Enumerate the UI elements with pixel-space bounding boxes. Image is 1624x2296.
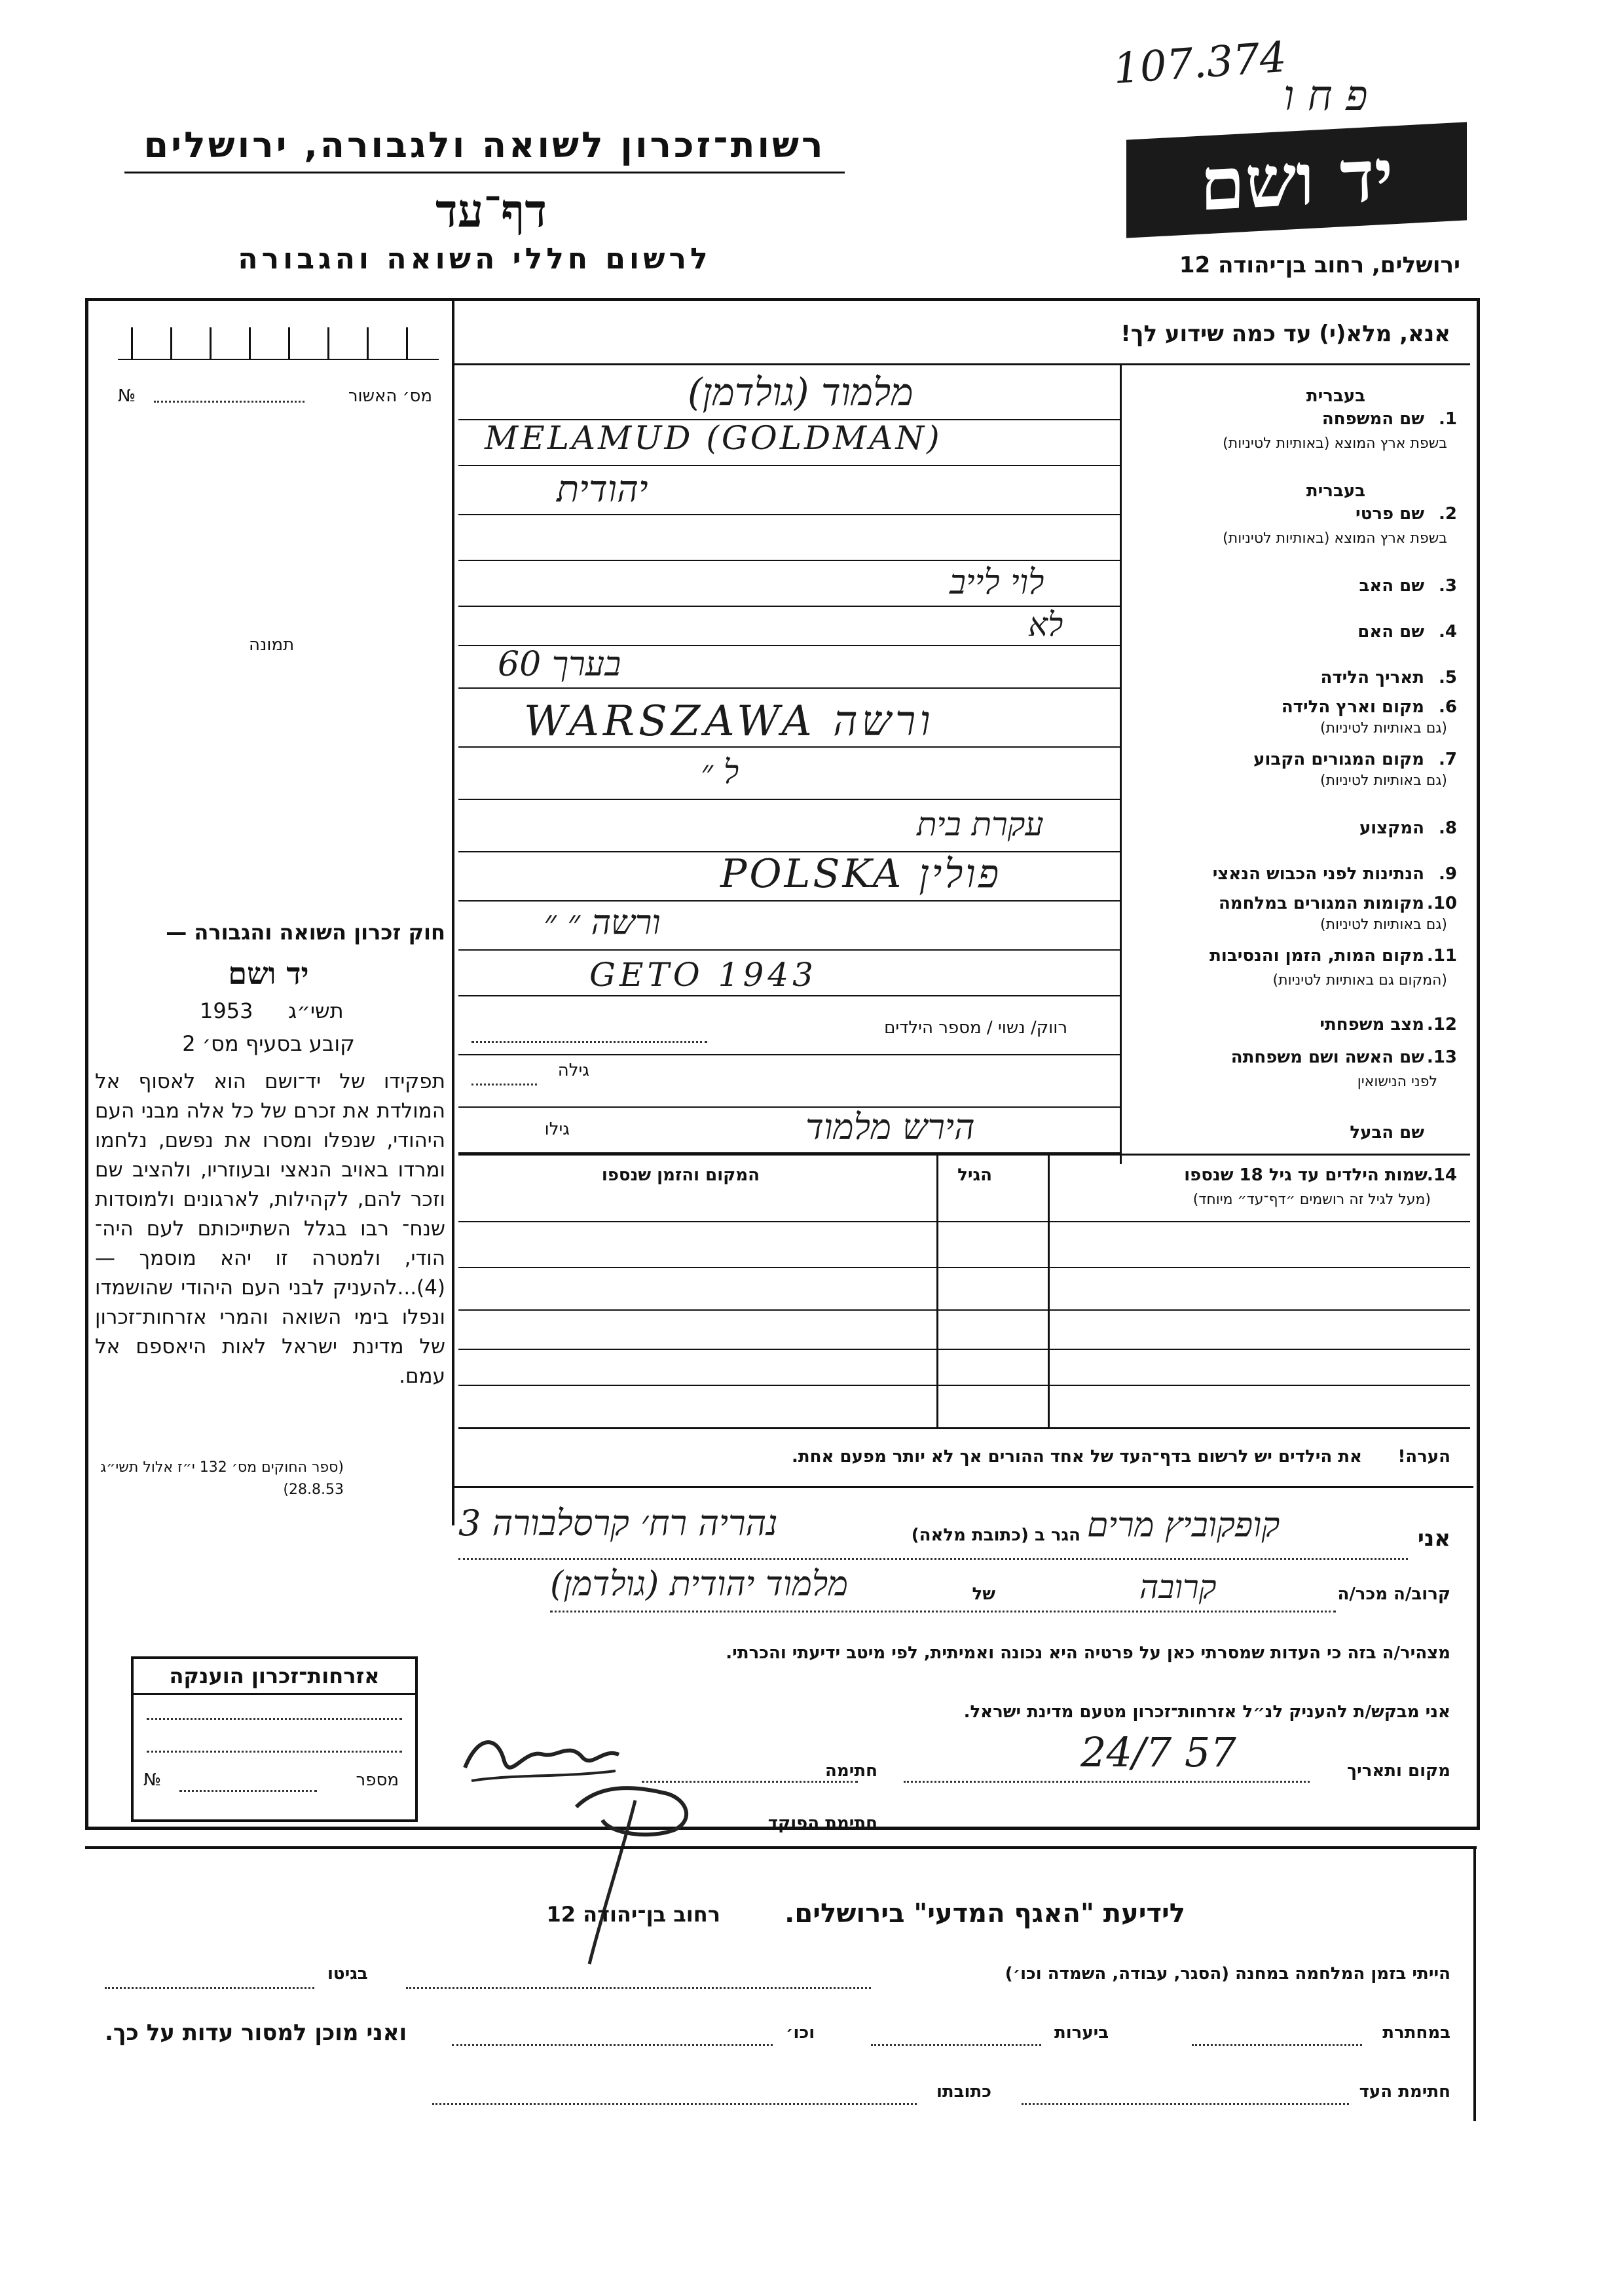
labels-divider xyxy=(1120,365,1122,1164)
field-2-label: שם פרטי xyxy=(1356,504,1424,524)
form-subtitle: לרשום חללי השואה והגבורה xyxy=(238,242,712,276)
left-column-divider xyxy=(452,301,454,1525)
field-6-sub: (גם באותיות לטיניות) xyxy=(1320,720,1447,737)
lower-separator xyxy=(85,1846,1477,1849)
children-table-top xyxy=(458,1154,1470,1156)
husband-name-label: שם הבעל xyxy=(1350,1123,1424,1142)
field-1-label: שם המשפחה xyxy=(1321,409,1424,429)
field-13-sub: לפני הנישואין xyxy=(1357,1074,1437,1090)
field-7-value: ל ״ xyxy=(701,753,739,791)
yad-vashem-logo xyxy=(1126,122,1467,238)
declarant-name: קופקוביץ מרים xyxy=(1087,1506,1280,1545)
law-clause: קובע בסעיף מס׳ 2 xyxy=(182,1031,355,1056)
marital-status-options: רווק/ נשוי / מספר הילדים xyxy=(884,1018,1067,1038)
field-10-num: 10. xyxy=(1426,894,1457,913)
law-text: תפקידו של יד־ושם הוא לאסוף אל המולדת את זכרם של כל אלה מבני העם היהודי, שנפלו ומסרו את נפשם, נלחמו ומרדו באויב הנאצי ובעוזריו, ולהציב שם וזכר להם, לקהילות, לארגונים ולמוסדות שנח־ רבו בגלל השתייכותם לעם היה־ הודי, ולמטרה זו יהא מוסמך — (4)...להעניק לבני העם היהודי שהושמדו ונפלו בימי השואה והמרי אזרחות־זכרון של מדינת ישראל לאות היאספם אל עמם. xyxy=(95,1070,445,1388)
handwritten-corner-letters: פ ח ו xyxy=(1283,72,1368,120)
field-3-num: 3. xyxy=(1439,576,1457,596)
declarant-i-label: אני xyxy=(1417,1525,1450,1552)
instruction-underline xyxy=(452,363,1470,365)
place-date-label: מקום ותאריך xyxy=(1347,1761,1450,1781)
field-10-sub: (גם באותיות לטיניות) xyxy=(1320,917,1447,933)
relative-label: קרוב/ה מכר/ה xyxy=(1337,1584,1450,1604)
field-3-value: לוי לייב xyxy=(950,563,1044,602)
law-title: חוק זכרון השואה והגבורה — xyxy=(166,920,445,945)
handwritten-file-number: 107.374 xyxy=(1111,33,1288,94)
field-6-num: 6. xyxy=(1439,697,1457,717)
field-2-num: 2. xyxy=(1439,504,1457,524)
authority-title: רשות־זכרון לשואה ולגבורה, ירושלים xyxy=(143,124,826,166)
field-1-sub: בשפת ארץ המוצא (באותיות לטיניות) xyxy=(1223,435,1447,452)
request-text: אני מבקש/ת להעניק לנ״ל אזרחות־זכרון מטעם מדינת ישראל. xyxy=(963,1702,1450,1722)
law-year: 1953 xyxy=(200,998,253,1023)
declarant-lives-label: הגר ב (כתובת מלאה) xyxy=(911,1525,1080,1545)
cert-number-label: מס׳ האשור xyxy=(348,386,432,406)
citizenship-box xyxy=(131,1656,418,1822)
field-1-num: 1. xyxy=(1439,409,1457,429)
lower-header: לידיעת "האגף המדעי" בירושלים. xyxy=(784,1899,1185,1929)
children-label: שמות הילדים עד גיל 18 שנספו xyxy=(1184,1165,1428,1185)
field-4-num: 4. xyxy=(1439,622,1457,642)
lower-line2-b: ביערות xyxy=(1054,2023,1109,2043)
lower-line1-end: בגיטו xyxy=(327,1964,368,1984)
logo-text: יד ושם xyxy=(1200,132,1393,227)
field-6-label: מקום וארץ הלידה xyxy=(1281,697,1424,717)
field-1-value-hebrew: מלמוד (גולדמן) xyxy=(688,370,913,414)
law-name: יד ושם xyxy=(228,956,309,991)
husband-name-value: הירש מלמוד xyxy=(805,1106,975,1148)
field-11-label: מקום המות, הזמן והנסיבות xyxy=(1209,946,1424,966)
children-sub: (מעל לגיל זה רושמים ״דף־עד״ מיוחד) xyxy=(1192,1192,1431,1208)
field-7-label: מקום המגורים הקבוע xyxy=(1253,750,1424,769)
field-13-num: 13. xyxy=(1426,1048,1457,1067)
lower-line1: הייתי בזמן המלחמה במחנה (הסגר, עבודה, השמדה וכו׳) xyxy=(1005,1964,1450,1984)
law-source: (ספר החוקים מס׳ 132 י״ז אלול תשי״ג 28.8.53) xyxy=(100,1459,344,1498)
field-4-value: לא xyxy=(1028,606,1063,644)
note-text: את הילדים יש לרשום בדף־העד של אחד ההורים אך לא יותר מפעם אחת. xyxy=(792,1447,1362,1467)
field-8-value: עקרת בית xyxy=(917,805,1044,843)
field-10-value: ורשה ״ ״ xyxy=(544,903,661,943)
children-num: 14. xyxy=(1426,1165,1457,1185)
lower-address: רחוב בן־יהודה 12 xyxy=(546,1902,720,1927)
officer-signature xyxy=(563,1768,707,1977)
field-3-label: שם האב xyxy=(1359,576,1424,596)
field-5-value: בערך 60 xyxy=(498,645,621,684)
address: ירושלים, רחוב בן־יהודה 12 xyxy=(1179,252,1460,278)
lower-line2-c: וכו׳ xyxy=(786,2023,815,2043)
hebrew-label-2: בעברית xyxy=(1306,481,1365,501)
cert-no-sign: № xyxy=(118,386,136,406)
declaration-text: מצהיר/ה בזה כי העדות שמסרתי כאן על פרטיה היא נכונה ואמיתית, לפי מיטב ידיעתי והכרתי. xyxy=(726,1643,1450,1663)
officer-signature-label: חתימת הפוקד xyxy=(767,1813,877,1833)
field-9-value: POLSKA פולין xyxy=(720,851,1002,897)
lower-line2-a: במחתרת xyxy=(1382,2023,1450,2043)
citizenship-box-title: אזרחות־זכרון הוענקה xyxy=(134,1659,415,1695)
children-col-age: הגיל xyxy=(957,1165,992,1185)
field-11-sub: (המקום גם באותיות לטיניות) xyxy=(1272,972,1447,989)
field-11-value: GETO 1943 xyxy=(589,956,817,994)
field-6-value: WARSZAWA ורשה xyxy=(524,697,934,746)
field-8-label: המקצוע xyxy=(1359,818,1424,838)
law-year-heb: תשי״ג xyxy=(288,998,344,1023)
lower-frame-right xyxy=(1473,1846,1476,2121)
field-10-label: מקומות המגורים במלחמה xyxy=(1218,894,1424,913)
field-12-label: מצב משפחתי xyxy=(1320,1015,1424,1034)
field-9-num: 9. xyxy=(1439,864,1457,884)
field-2-value: יהודית xyxy=(557,468,648,511)
field-7-num: 7. xyxy=(1439,750,1457,769)
wife-maiden-label: גילה xyxy=(557,1061,589,1080)
field-12-num: 12. xyxy=(1426,1015,1457,1034)
of-label: של xyxy=(972,1584,995,1604)
cert-number-line xyxy=(154,401,304,403)
field-7-sub: (גם באותיות לטיניות) xyxy=(1320,773,1447,789)
instruction: אנא, מלא(י) עד כמה שידוע לך! xyxy=(1120,321,1450,347)
lower-witness-address-label: כתובתו xyxy=(936,2082,991,2102)
citizenship-no-sign: № xyxy=(143,1770,162,1790)
field-13-label: שם האשה ושם משפחתה xyxy=(1230,1048,1424,1067)
photo-placeholder: תמונה xyxy=(249,635,295,655)
hebrew-label-1: בעברית xyxy=(1306,386,1365,406)
relation-value: קרובה xyxy=(1139,1568,1217,1606)
children-col-place: המקום והזמן שנספו xyxy=(601,1165,760,1185)
of-name-value: מלמוד יהודית (גולדמן) xyxy=(550,1565,849,1604)
field-2-sub: בשפת ארץ המוצא (באותיות לטיניות) xyxy=(1223,530,1447,547)
cert-ticks xyxy=(118,327,439,360)
date-value: 24/7 57 xyxy=(1080,1728,1236,1776)
field-1-value-latin: MELAMUD (GOLDMAN) xyxy=(485,419,942,457)
form-title: דף־עד xyxy=(435,183,547,238)
field-5-label: תאריך הלידה xyxy=(1320,668,1424,687)
note-label: הערה! xyxy=(1397,1447,1450,1467)
authority-underline xyxy=(124,172,845,173)
citizenship-number-label: מספר xyxy=(356,1770,399,1790)
note-bottom xyxy=(452,1486,1473,1488)
declarant-address: נהריה רח׳ קרסלבורה 3 xyxy=(458,1503,778,1544)
field-9-label: הנתינות לפני הכבוש הנאצי xyxy=(1212,864,1424,884)
field-8-num: 8. xyxy=(1439,818,1457,838)
lower-line2-end: ואני מוכן למסור עדות על כך. xyxy=(105,2020,407,2046)
husband-label-age: גילו xyxy=(544,1120,570,1139)
signature-label: חתימה xyxy=(825,1761,877,1781)
lower-witness-signature-label: חתימת העד xyxy=(1359,2082,1450,2102)
field-5-num: 5. xyxy=(1439,668,1457,687)
field-4-label: שם האם xyxy=(1357,622,1424,642)
field-11-num: 11. xyxy=(1426,946,1457,966)
